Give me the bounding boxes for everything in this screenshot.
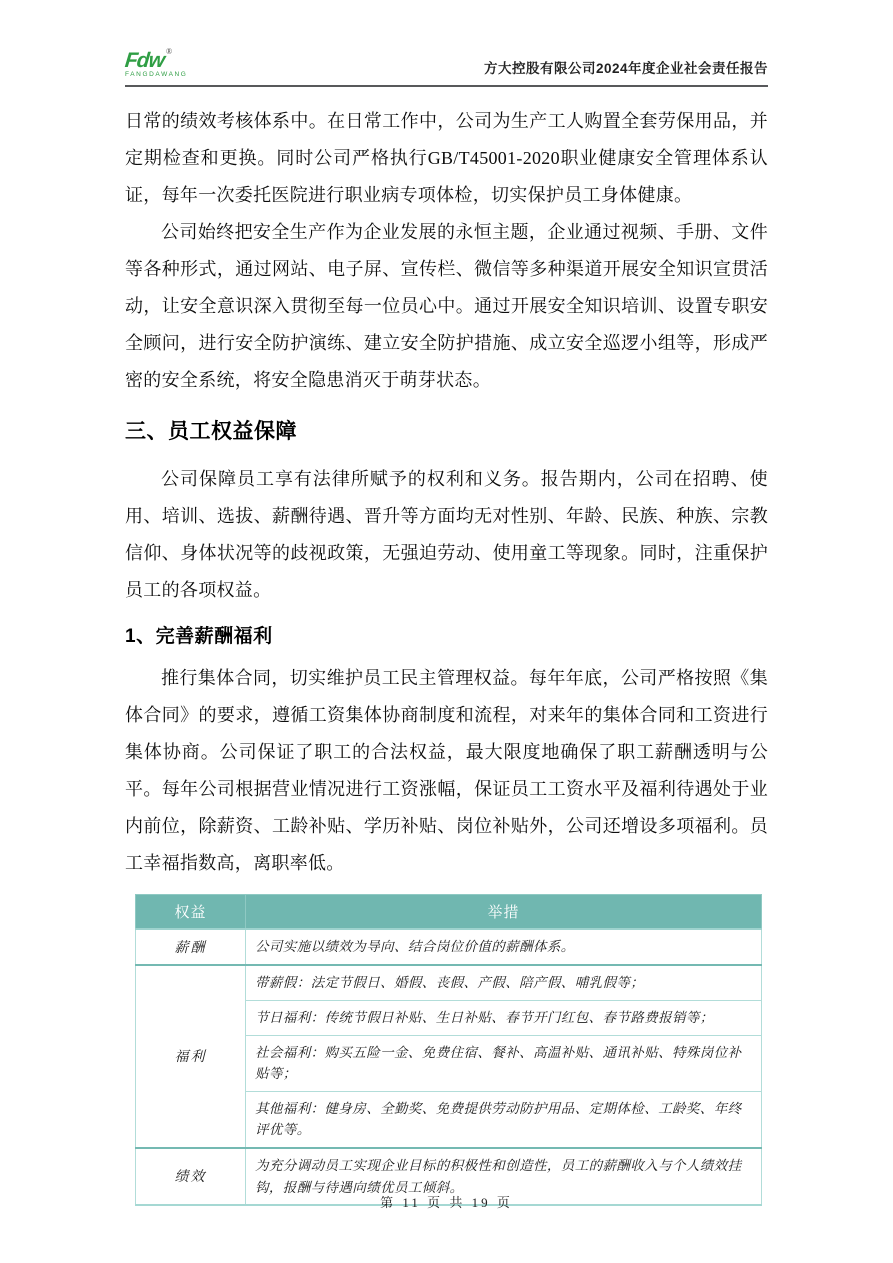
measure-cell-salary: 公司实施以绩效为导向、结合岗位价值的薪酬体系。 [246,929,762,965]
column-header-measures: 举措 [246,894,762,929]
measure-cell-performance: 为充分调动员工实现企业目标的积极性和创造性，员工的薪酬收入与个人绩效挂钩，报酬与待遇向绩优员工倾斜。 [246,1148,762,1205]
benefits-table-header-row [136,894,762,929]
benefits-table [135,894,762,1207]
company-logo [123,47,188,79]
measure-cell-other-benefits: 其他福利：健身房、全勤奖、免费提供劳动防护用品、定期体检、工龄奖、年终评优等。 [246,1091,762,1148]
report-title: 方大控股有限公司2024年度企业社会责任报告 [483,60,768,76]
page-header [125,0,768,87]
section-heading-employee-rights: 三、员工权益保障 [125,419,297,443]
page-footer [0,1192,893,1211]
category-cell-performance: 绩效 [136,1148,246,1205]
page-number: 第 11 页 共 19 页 [380,1195,513,1210]
category-cell-welfare: 福利 [136,965,246,1148]
registered-trademark-icon: ® [166,47,173,56]
measure-cell-paid-leave: 带薪假：法定节假日、婚假、丧假、产假、陪产假、哺乳假等； [246,965,762,1000]
category-cell-salary: 薪酬 [136,929,246,965]
column-header-rights: 权益 [136,894,246,929]
paragraph-safety-culture: 公司始终把安全生产作为企业发展的永恒主题，企业通过视频、手册、文件等各种形式，通过网站、电子屏、宣传栏、微信等多种渠道开展安全知识宣贯活动，让安全意识深入贯彻至每一位员心中。通过开展安全知识培训、设置专职安全顾问，进行安全防护演练、建立安全防护措施、成立安全巡逻小组等，形成严密的安全系统，将安全隐患消灭于萌芽状态。 [125,221,768,390]
logo-subtext: FANGDAWANG [125,71,188,78]
document-body [125,103,768,1207]
paragraph-rights-overview: 公司保障员工享有法律所赋予的权利和义务。报告期内，公司在招聘、使用、培训、选拔、薪酬待遇、晋升等方面均无对性别、年龄、民族、种族、宗教信仰、身体状况等的歧视政策，无强迫劳动、使用童工等现象。同时，注重保护员工的各项权益。 [125,468,768,600]
paragraph-collective-contract: 推行集体合同，切实维护员工民主管理权益。每年年底，公司严格按照《集体合同》的要求，遵循工资集体协商制度和流程，对来年的集体合同和工资进行集体协商。公司保证了职工的合法权益，最大限度地确保了职工薪酬透明与公平。每年公司根据营业情况进行工资涨幅，保证员工工资水平及福利待遇处于业内前位，除薪资、工龄补贴、学历补贴、岗位补贴外，公司还增设多项福利。员工幸福指数高，离职率低。 [125,667,768,873]
table-row-welfare-paid-leave [136,965,762,1000]
measure-cell-holiday-benefits: 节日福利：传统节假日补贴、生日补贴、春节开门红包、春节路费报销等； [246,1000,762,1035]
paragraph-safety-continued: 日常的绩效考核体系中。在日常工作中，公司为生产工人购置全套劳保用品，并定期检查和更换。同时公司严格执行GB/T45001-2020职业健康安全管理体系认证，每年一次委托医院进行职业病专项体检，切实保护员工身体健康。 [125,110,768,205]
logo-wordmark: Fdw [123,49,166,72]
measure-cell-social-benefits: 社会福利：购买五险一金、免费住宿、餐补、高温补贴、通讯补贴、特殊岗位补贴等； [246,1035,762,1091]
sub-heading-compensation-welfare: 1、完善薪酬福利 [125,625,273,647]
table-row-salary [136,929,762,965]
